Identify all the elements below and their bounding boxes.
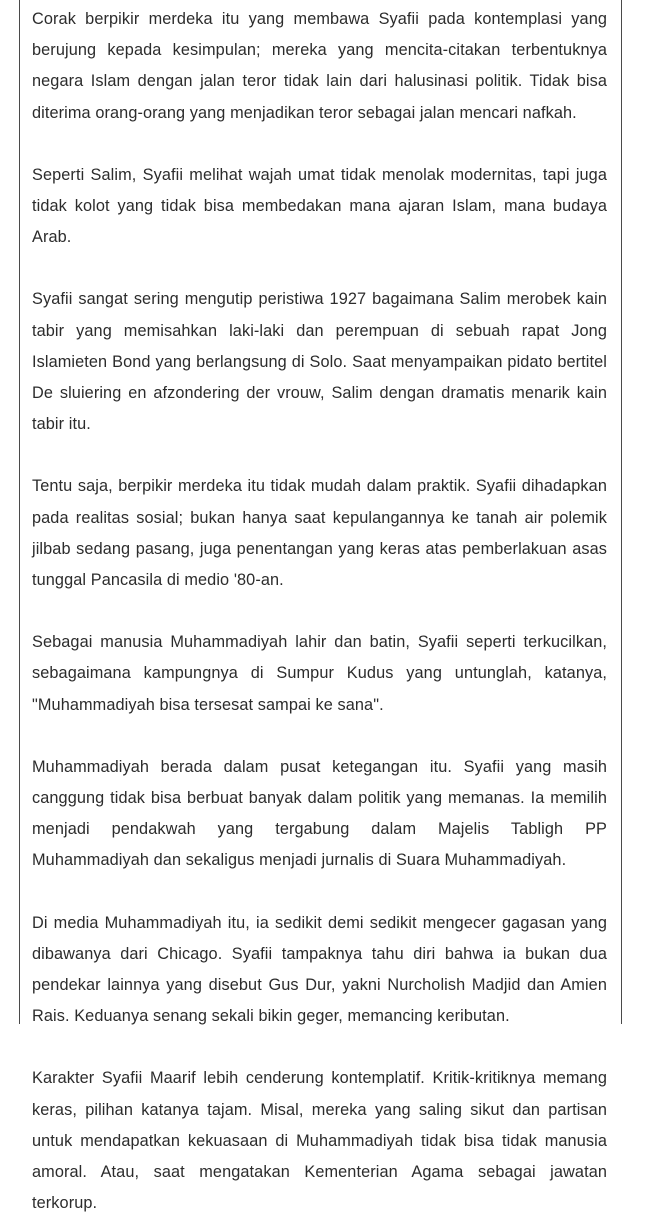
- paragraph: Seperti Salim, Syafii melihat wajah umat tidak menolak modernitas, tapi juga tidak kolot yang tidak bisa membedakan mana ajaran Islam, mana budaya Arab.: [32, 165, 607, 247]
- paragraph: Tentu saja, berpikir merdeka itu tidak mudah dalam praktik. Syafii dihadapkan pada realitas sosial; bukan hanya saat kepulangannya ke tanah air polemik jilbab sedang pasang, juga penentangan yang keras atas pemberlakuan asas tunggal Pancasila di medio '80-an.: [32, 477, 607, 590]
- paragraph: Muhammadiyah berada dalam pusat ketegangan itu. Syafii yang masih canggung tidak bisa berbuat banyak dalam politik yang memanas. Ia memilih menjadi pendakwah yang tergabung dalam Majelis Tabligh PP Muhammadiyah dan sekaligus menjadi jurnalis di Suara Muhammadiyah.: [32, 757, 607, 870]
- paragraph: Sebagai manusia Muhammadiyah lahir dan batin, Syafii seperti terkucilkan, sebagaimana kampungnya di Sumpur Kudus yang untunglah, katanya, "Muhammadiyah bisa tersesat sampai ke sana".: [32, 633, 607, 714]
- article-page-frame: [19, 0, 622, 1213]
- paragraph: Di media Muhammadiyah itu, ia sedikit demi sedikit mengecer gagasan yang dibawanya dari Chicago. Syafii tampaknya tahu diri bahwa ia bukan dua pendekar lainnya yang disebut Gus Dur, yakni Nurcholish Madjid dan Amien Rais. Keduanya senang sekali bikin geger, memancing keributan.: [32, 913, 607, 1026]
- article-text-column: [20, 0, 621, 1213]
- paragraph: Corak berpikir merdeka itu yang membawa Syafii pada kontemplasi yang berujung kepada kesimpulan; mereka yang mencita-citakan terbentuknya negara Islam dengan jalan teror tidak lain dari halusinasi politik. Tidak bisa diterima orang-orang yang menjadikan teror sebagai jalan mencari nafkah.: [32, 10, 607, 122]
- paragraph: Karakter Syafii Maarif lebih cenderung kontemplatif. Kritik-kritiknya memang keras, pilihan katanya tajam. Misal, mereka yang saling sikut dan partisan untuk mendapatkan kekuasaan di Muhammadiyah tidak bisa tidak manusia amoral. Atau, saat mengatakan Kementerian Agama sebagai jawatan terkorup.: [32, 1069, 607, 1213]
- paragraph: Syafii sangat sering mengutip peristiwa 1927 bagaimana Salim merobek kain tabir yang memisahkan laki-laki dan perempuan di sebuah rapat Jong Islamieten Bond yang berlangsung di Solo. Saat menyampaikan pidato bertitel De sluiering en afzondering der vrouw, Salim dengan dramatis menarik kain tabir itu.: [32, 290, 607, 434]
